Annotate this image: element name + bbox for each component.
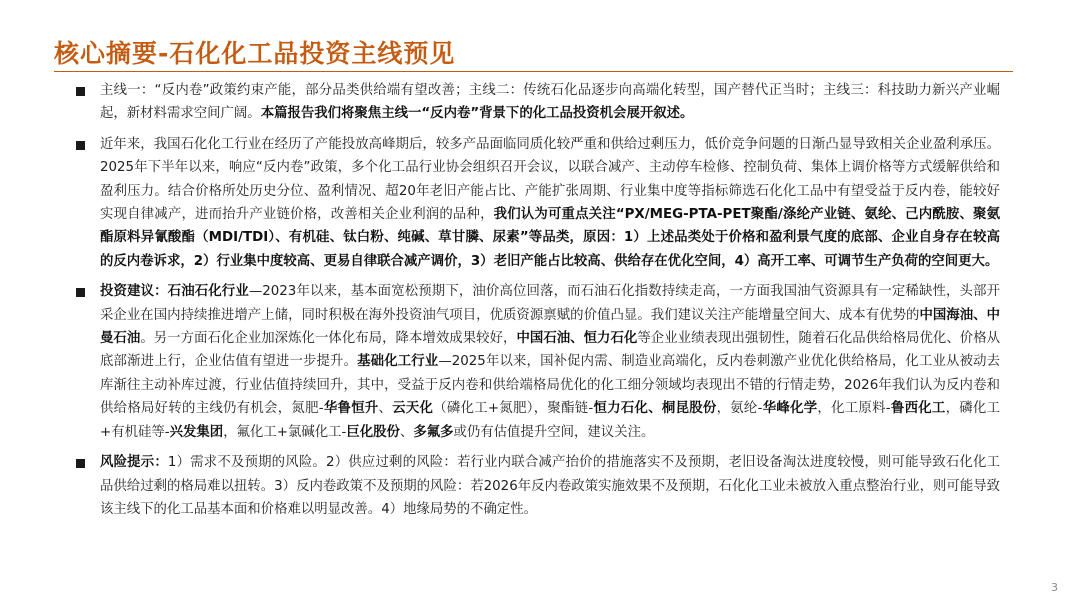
bold-text-segment: 风险提示： (100, 455, 168, 471)
square-bullet-icon (76, 87, 85, 96)
text-segment: 主线一：“反内卷”政策约束产能，部分品类供给端有望改善；主线二：传统石化品逐步向高端化转型，国产替代正当时；主线三：科技助力新兴产业崛起，新材料需求空间广阔。 (100, 83, 1000, 122)
square-bullet-icon (76, 459, 85, 468)
bold-text-segment: 基础化工行业 (357, 354, 439, 370)
title-divider (54, 71, 1013, 72)
bold-text-segment: 华峰化学 (762, 401, 818, 417)
bold-text-segment: 华鲁恒升 (323, 401, 379, 417)
bold-text-segment: 投资建议：石油石化行业 (100, 284, 249, 300)
text-segment: 、 (378, 401, 393, 417)
summary-item (54, 79, 1000, 126)
square-bullet-icon (76, 141, 85, 150)
text-segment: 等企业业绩表现出强韧性，随着石化品供给格局优化、价格从底部渐进上行，企业估值有望进一步提升。 (100, 331, 1001, 370)
summary-paragraph (100, 451, 1000, 521)
page-title: 核心摘要-石化化工品投资主线预见 (54, 39, 456, 68)
text-segment: 近年来，我国石化化工行业在经历了产能投放高峰期后，较多产品面临同质化较严重和供给过剩压力，低价竞争问题的日渐凸显导致相关企业盈利承压。2025年下半年以来，响应“反内卷”政策，多个化工品行业协会组织召开会议，以联合减产、主动停车检修、控制负荷、集体上调价格等方式缓解供给和盈利压力。结合价格所处历史分位、盈利情况、超20年老旧产能占比、产能扩张周期、行业集中度等指标筛选石化化工品中有望受益于反内卷，能较好实现自律减产，进而抬升产业链价格，改善相关企业利润的品种， (100, 136, 1000, 223)
bold-text-segment: 兴发集团 (169, 424, 224, 440)
text-segment: 1）需求不及预期的风险。2）供应过剩的风险：若行业内联合减产抬价的措施落实不及预期，老旧设备淘汰进度较慢，则可能导致石化化工品供给过剩的格局难以扭转。3）反内卷政策不及预期的风险：若2026年反内卷政策实施效果不及预期，石化化工业未被放入重点整治行业，则可能导致该主线下的化工品基本面和价格难以明显改善。4）地缘局势的不确定性。 (100, 455, 1000, 517)
text-segment: ，化工原料- (817, 401, 891, 417)
text-segment: —2025年以来，国补促内需、制造业高端化，反内卷刺激产业优化供给格局，化工业从被动去库渐往主动补库过渡，行业估值持续回升，其中，受益于反内卷和供给端格局优化的化工细分领域均表现出不错的行情走势，2026年我们认为反内卷和供给格局好转的主线仍有机会，氮肥- (100, 354, 1001, 417)
text-segment: —2023年以来，基本面宽松预期下，油价高位回落，而石油石化指数持续走高，一方面我国油气资源具有一定稀缺性，头部开采企业在国内持续推进增产上储，同时积极在海外投资油气项目，优质资源禀赋的价值凸显。我们建议关注产能增量空间大、成本有优势的 (100, 284, 1001, 323)
bold-text-segment: 本篇报告我们将聚焦主线一“反内卷”背景下的化工品投资机会展开叙述。 (260, 106, 694, 122)
text-segment: ，氨纶- (716, 401, 763, 417)
bold-text-segment: 鲁西化工 (890, 401, 946, 417)
bold-text-segment: 多氟多 (413, 424, 454, 440)
bold-text-segment: 云天化 (392, 401, 434, 417)
summary-item (54, 280, 1000, 444)
text-segment: 。另一方面石化企业加深炼化一体化布局，降本增效成果较好， (140, 331, 517, 347)
text-segment: ，磷化工+有机硅等- (100, 401, 1000, 440)
summary-paragraph (100, 133, 1000, 273)
summary-paragraph (100, 280, 1000, 444)
text-segment: ，氟化工+氯碱化工- (223, 424, 347, 440)
summary-item (54, 451, 1000, 521)
bold-text-segment: 中国石油、恒力石化 (516, 331, 638, 347)
summary-content (54, 79, 1000, 528)
bold-text-segment: 巨化股份 (346, 424, 400, 440)
bold-text-segment: 恒力石化、桐昆股份 (593, 401, 717, 417)
bold-text-segment: 我们认为可重点关注“PX/MEG-PTA-PET聚酯/涤纶产业链、氨纶、己内酰胺、聚氨酯原料异氰酸酯（MDI/TDI）、有机硅、钛白粉、纯碱、草甘膦、尿素”等品类，原因：1）上述品类处于价格和盈利景气度的底部、企业自身存在较高的反内卷诉求，2）行业集中度较高、更易自律联合减产调价，3）老旧产能占比较高、供给存在优化空间，4）高开工率、可调节生产负荷的空间更大。 (100, 207, 1001, 269)
square-bullet-icon (76, 288, 85, 297)
page-number: 3 (1051, 581, 1058, 594)
text-segment: （磷化工+氮肥），聚酯链- (433, 401, 594, 417)
text-segment: 、 (399, 424, 414, 440)
summary-paragraph (100, 79, 1000, 126)
summary-item (54, 133, 1000, 273)
text-segment: 或仍有估值提升空间，建议关注。 (453, 424, 655, 440)
bold-text-segment: 中国海油、中曼石油 (100, 307, 1000, 347)
